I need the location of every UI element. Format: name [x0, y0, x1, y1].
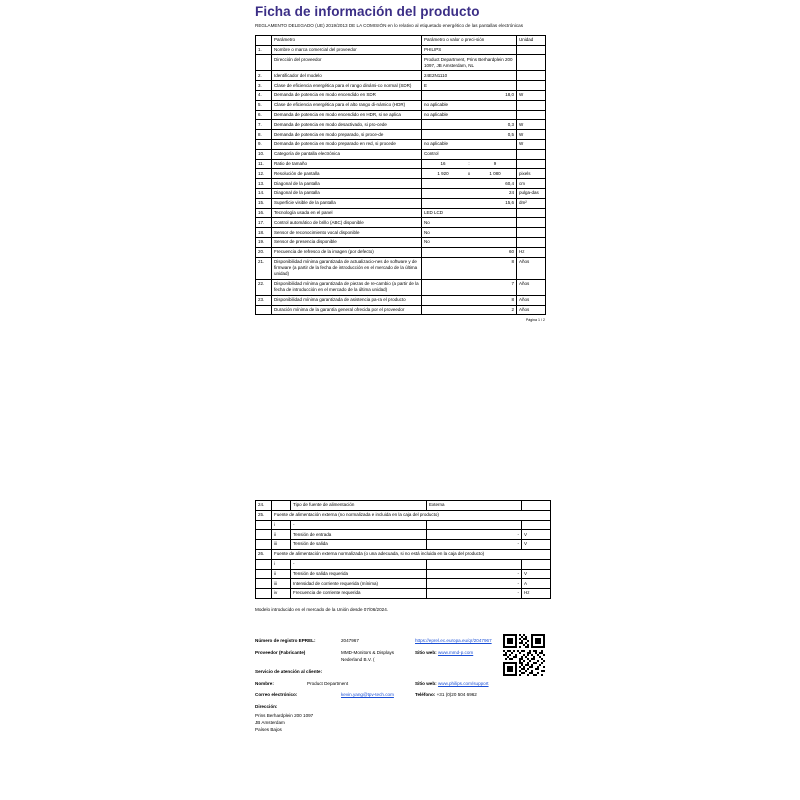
row-num: 22.	[256, 279, 272, 295]
contact-info-block	[255, 638, 545, 734]
resolution-separator: x	[467, 170, 471, 176]
row-param: Fuente de alimentación externa (no normalizada e incluida en la caja del producto)	[272, 510, 551, 520]
table-header-row	[256, 35, 546, 45]
row-unit	[517, 238, 546, 248]
row-num: 24.	[256, 501, 272, 511]
row-num: 15.	[256, 198, 272, 208]
row-value: 0,3	[422, 120, 517, 130]
row-param: Tecnología usada en el panel	[272, 208, 422, 218]
row-value	[422, 169, 517, 179]
row-unit	[517, 218, 546, 228]
row-value: 60	[422, 247, 517, 257]
row-unit: A	[522, 579, 551, 589]
row-num: 8.	[256, 130, 272, 140]
row-num: 9.	[256, 140, 272, 150]
row-num: 18.	[256, 228, 272, 238]
row-param: Diagonal de la pantalla	[272, 179, 422, 189]
row-num: 21.	[256, 257, 272, 279]
row-unit: Hz	[517, 247, 546, 257]
row-value: 7	[422, 279, 517, 295]
row-unit: V	[522, 530, 551, 540]
row-unit	[522, 501, 551, 511]
row-unit: W	[517, 140, 546, 150]
row-param: Demanda de potencia en modo preparado en red, si procede	[272, 140, 422, 150]
row-unit: W	[517, 91, 546, 101]
name-label: Nombre:	[255, 680, 274, 686]
row-param: Superficie visible de la pantalla	[272, 198, 422, 208]
table-row	[256, 530, 551, 540]
row-value	[427, 520, 522, 530]
row-unit: dm²	[517, 198, 546, 208]
row-num: 16.	[256, 208, 272, 218]
row-unit	[522, 559, 551, 569]
table-row	[256, 257, 546, 279]
table-row	[256, 81, 546, 91]
row-param: Resolución de pantalla	[272, 169, 422, 179]
row-unit	[517, 81, 546, 91]
row-value: 2	[422, 305, 517, 315]
row-unit	[522, 520, 551, 530]
table-row	[256, 238, 546, 248]
table-row	[256, 149, 546, 159]
row-value: -	[427, 540, 522, 550]
table-row	[256, 91, 546, 101]
row-roman: ii	[272, 530, 291, 540]
row-value: no aplicable	[422, 140, 517, 150]
row-unit: W	[517, 130, 546, 140]
row-unit	[517, 45, 546, 55]
page-title: Ficha de información del producto	[255, 4, 480, 19]
row-param: Fuente de alimentación externa normalizada (o una adecuada, si no está incluida en la caja del producto)	[272, 549, 551, 559]
row-unit	[517, 71, 546, 81]
row-num: 19.	[256, 238, 272, 248]
row-roman: iii	[272, 540, 291, 550]
supplier-label: Proveedor (Fabricante)	[255, 649, 306, 655]
address-line-3: Países Bajos	[255, 726, 282, 732]
row-param: Disponibilidad mínima garantizada de asistencia pa-ra el producto	[272, 295, 422, 305]
row-unit	[517, 149, 546, 159]
row-param: Sensor de reconocimiento vocal disponible	[272, 228, 422, 238]
row-param: Tensión de salida requerida	[291, 569, 427, 579]
row-num: 13.	[256, 179, 272, 189]
table-row	[256, 100, 546, 110]
row-param: Diagonal de la pantalla	[272, 189, 422, 199]
eprel-row	[255, 638, 545, 645]
header-unit: Unidad	[517, 35, 546, 45]
table-row	[256, 540, 551, 550]
row-unit	[517, 159, 546, 169]
row-value: Externa	[427, 501, 522, 511]
table-row	[256, 247, 546, 257]
row-unit: Años	[517, 257, 546, 279]
table-row	[256, 305, 546, 315]
row-param: Demanda de potencia en modo encendido en SDR	[272, 91, 422, 101]
row-value: No	[422, 238, 517, 248]
table-row	[256, 510, 551, 520]
row-num: 4.	[256, 91, 272, 101]
row-num	[256, 559, 272, 569]
table-row	[256, 218, 546, 228]
row-num: 10.	[256, 149, 272, 159]
row-param: Control automático de brillo (ABC) disponible	[272, 218, 422, 228]
row-num	[256, 540, 272, 550]
row-param: Demanda de potencia en modo preparado, si proce-de	[272, 130, 422, 140]
table-row	[256, 208, 546, 218]
ratio-width: 16	[440, 160, 446, 166]
row-unit: V	[522, 569, 551, 579]
row-num	[256, 55, 272, 71]
product-fiche-page-1	[255, 4, 555, 322]
row-num: 2.	[256, 71, 272, 81]
row-unit	[517, 228, 546, 238]
regulation-subtitle: REGLAMENTO DELEGADO (UE) 2019/2013 DE LA COMISIÓN en lo relativo al etiquetado energético de las pantallas electrónicas	[255, 23, 524, 28]
row-num: 17.	[256, 218, 272, 228]
row-unit: Años	[517, 279, 546, 295]
row-value: E	[422, 81, 517, 91]
customer-service-heading	[255, 669, 545, 676]
table-row	[256, 140, 546, 150]
email-label: Correo electrónico:	[255, 692, 298, 698]
row-param: Tensión de entrada	[291, 530, 427, 540]
row-roman: iv	[272, 589, 291, 599]
row-value: No	[422, 228, 517, 238]
row-param: Tipo de fuente de alimentación	[291, 501, 427, 511]
row-num	[256, 520, 272, 530]
email-link[interactable]: kevin.yang@tpv-tech.com	[341, 692, 394, 698]
header-value: Parámetro o valor o preci-sión	[422, 35, 517, 45]
phone-label: Teléfono:	[415, 692, 436, 698]
phone-value: +31 (0)20 504 6962	[436, 692, 477, 698]
row-value: 60,4	[422, 179, 517, 189]
row-value: 18,0	[422, 91, 517, 101]
row-unit	[517, 55, 546, 71]
row-unit: V	[522, 540, 551, 550]
row-unit: Años	[517, 305, 546, 315]
power-supply-table	[255, 500, 551, 599]
table-row	[256, 130, 546, 140]
row-param: Clase de eficiencia energética para el alto rango di-námico (HDR)	[272, 100, 422, 110]
support-site-link[interactable]: www.philips.com/support	[437, 680, 489, 686]
table-row	[256, 549, 551, 559]
row-param: Ratio de tamaño	[272, 159, 422, 169]
customer-service-label: Servicio de atención al cliente:	[255, 668, 323, 674]
table-row	[256, 279, 546, 295]
row-value: 8	[422, 295, 517, 305]
table-row	[256, 569, 551, 579]
support-site-cell	[415, 681, 545, 688]
row-param: Frecuencia de corriente requerida	[291, 589, 427, 599]
table-row	[256, 179, 546, 189]
header-parameter: Parámetro	[272, 35, 422, 45]
table-row	[256, 295, 546, 305]
row-param: Frecuencia de refresco de la imagen (por defecto)	[272, 247, 422, 257]
resolution-width: 1 920	[437, 170, 449, 176]
row-num	[256, 305, 272, 315]
row-param: Sensor de presencia disponible	[272, 238, 422, 248]
contact-email-row	[255, 692, 545, 699]
row-param: Clase de eficiencia energética para el rango dinámi-co normal (SDR)	[272, 81, 422, 91]
row-value: -	[427, 579, 522, 589]
resolution-height: 1 080	[489, 170, 501, 176]
row-value: 24	[422, 189, 517, 199]
row-param: Disponibilidad mínima garantizada de actualizacio-nes de software y de firmware (a partir de la fecha de introducción en el mercado de la última unidad)	[272, 257, 422, 279]
row-unit: Años	[517, 295, 546, 305]
row-value	[422, 159, 517, 169]
row-param: Duración mínima de la garantía general ofrecida por el proveedor	[272, 305, 422, 315]
row-value: 0,5	[422, 130, 517, 140]
row-num	[256, 530, 272, 540]
supplier-website-link[interactable]: www.mmd-p.com	[437, 649, 474, 655]
row-roman	[272, 501, 291, 511]
row-value: Control	[422, 149, 517, 159]
name-value: Product Department	[307, 680, 349, 686]
row-num: 7.	[256, 120, 272, 130]
row-param: Disponibilidad mínima garantizada de piezas de re-cambio (a partir de la fecha de introducción en el mercado de la última unidad)	[272, 279, 422, 295]
table-row	[256, 55, 546, 71]
table-row	[256, 169, 546, 179]
row-roman: ii	[272, 569, 291, 579]
row-unit	[517, 208, 546, 218]
table-row	[256, 120, 546, 130]
row-value	[427, 559, 522, 569]
phone-cell	[415, 692, 545, 699]
ratio-height: 9	[493, 160, 497, 166]
row-value: LED LCD	[422, 208, 517, 218]
row-param: Tensión de salida	[291, 540, 427, 550]
table-row	[256, 579, 551, 589]
row-value: 15,6	[422, 198, 517, 208]
row-num: 12.	[256, 169, 272, 179]
row-num: 26.	[256, 549, 272, 559]
row-num: 6.	[256, 110, 272, 120]
product-fiche-page-2	[255, 500, 555, 734]
header-num	[256, 35, 272, 45]
table-row	[256, 501, 551, 511]
website-label: Sitio web:	[415, 649, 437, 655]
row-unit	[517, 100, 546, 110]
address-line-2: JB Amsterdam	[255, 720, 285, 726]
row-num	[256, 569, 272, 579]
row-unit: Hz	[522, 589, 551, 599]
row-param: Categoría de pantalla electrónica	[272, 149, 422, 159]
address-heading-row	[255, 704, 545, 711]
table-row	[256, 198, 546, 208]
ratio-separator: :	[468, 160, 470, 166]
row-num: 25.	[256, 510, 272, 520]
row-param: -	[291, 559, 427, 569]
row-unit	[517, 110, 546, 120]
row-num: 23.	[256, 295, 272, 305]
supplier-value: MMD-Monitors & Displays Nederland B.V. (	[341, 649, 395, 662]
product-parameters-table	[255, 35, 546, 316]
row-param: Identificador del modelo	[272, 71, 422, 81]
table-row	[256, 159, 546, 169]
support-site-label: Sitio web:	[415, 680, 437, 686]
email-value	[341, 692, 415, 699]
row-num: 20.	[256, 247, 272, 257]
row-num: 5.	[256, 100, 272, 110]
row-unit: pulga-das	[517, 189, 546, 199]
table-row	[256, 71, 546, 81]
row-value: -	[427, 530, 522, 540]
table-row	[256, 189, 546, 199]
market-intro-text: Modelo introducido en el mercado de la Unión desde 07/06/2024.	[255, 606, 389, 612]
row-unit: W	[517, 120, 546, 130]
row-num: 1.	[256, 45, 272, 55]
eprel-label: Número de registro EPREL:	[255, 637, 316, 643]
row-param: Intensidad de corriente requerida (mínima)	[291, 579, 427, 589]
address-label: Dirección:	[255, 704, 278, 710]
row-value: -	[427, 569, 522, 579]
row-param: -	[291, 520, 427, 530]
row-roman: i	[272, 520, 291, 530]
row-value: no aplicable	[422, 100, 517, 110]
row-param: Nombre o marca comercial del proveedor	[272, 45, 422, 55]
contact-name-row	[255, 681, 545, 688]
row-value: -	[427, 589, 522, 599]
row-value: 8	[422, 257, 517, 279]
row-num: 14.	[256, 189, 272, 199]
row-roman: iii	[272, 579, 291, 589]
row-param: Demanda de potencia en modo encendido en HDR, si se aplica	[272, 110, 422, 120]
row-param: Dirección del proveedor	[272, 55, 422, 71]
table-row	[256, 228, 546, 238]
row-roman: i	[272, 559, 291, 569]
row-value: 24E2N1110	[422, 71, 517, 81]
row-value: no aplicable	[422, 110, 517, 120]
table-row	[256, 45, 546, 55]
table-row	[256, 589, 551, 599]
table-row	[256, 110, 546, 120]
table-row	[256, 520, 551, 530]
address-line-1: Prins Berhardplein 200 1097	[255, 713, 314, 719]
row-unit: cm	[517, 179, 546, 189]
eprel-link[interactable]: https://eprel.ec.europa.eu/qr/2047967	[415, 637, 492, 643]
row-num	[256, 579, 272, 589]
qr-code	[503, 634, 545, 676]
row-param: Demanda de potencia en modo desactivado, si pro-cede	[272, 120, 422, 130]
row-value: PHILIPS	[422, 45, 517, 55]
table-row	[256, 559, 551, 569]
page-footer: Página 1 / 2	[525, 318, 545, 323]
row-num	[256, 589, 272, 599]
row-num: 3.	[256, 81, 272, 91]
eprel-value: 2047967	[341, 637, 359, 643]
supplier-row	[255, 650, 545, 664]
row-unit: pixels	[517, 169, 546, 179]
row-num: 11.	[256, 159, 272, 169]
row-value: No	[422, 218, 517, 228]
row-value: Product Department, Prins Berhardplein 200 1097, JB Amsterdam, NL	[422, 55, 517, 71]
